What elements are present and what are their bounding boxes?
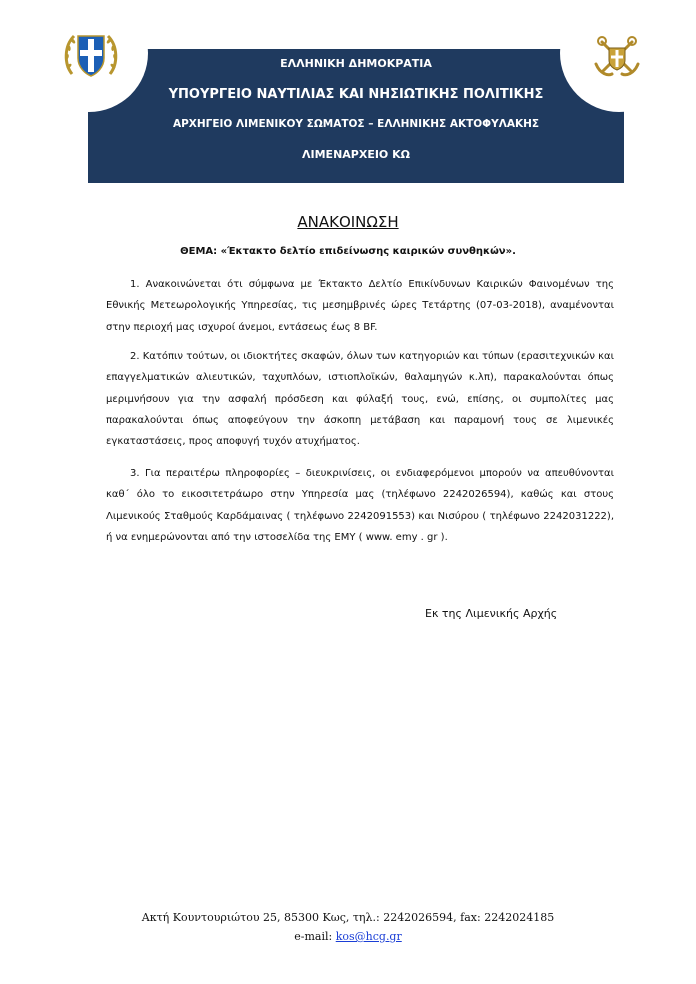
email-link[interactable]: kos@hcg.gr bbox=[335, 930, 402, 943]
header-republic: ΕΛΛΗΝΙΚΗ ΔΗΜΟΚΡΑΤΙΑ bbox=[280, 57, 432, 70]
document-title: ΑΝΑΚΟΙΝΩΣΗ bbox=[297, 213, 399, 231]
footer-email-line bbox=[0, 930, 696, 943]
paragraph-2: 2. Κατόπιν τούτων, οι ιδιοκτήτες σκαφών, όλων των κατηγοριών και τύπων (ερασιτεχνικών και επαγγελματικών αλιευτικών, ταχυπλόων, ιστιοπλοϊκών, θαλαμηγών κ.λπ), παρακαλούνται όπως μεριμνήσουν για την ασφαλή πρόσδεση και φύλαξή τους, ενώ, επίσης, οι συμπολίτες μας παρακαλούνται όπως αποφεύγουν την άσκοπη μετάβαση και παραμονή τους σε λιμενικές εγκαταστάσεις, προς αποφυγή τυχόν ατυχήματος. bbox=[106, 351, 614, 448]
header-port-authority: ΛΙΜΕΝΑΡΧΕΙΟ ΚΩ bbox=[302, 148, 410, 161]
footer-email-label: e-mail: bbox=[294, 930, 336, 943]
signature: Εκ της Λιμενικής Αρχής bbox=[425, 607, 558, 620]
paragraph-3: 3. Για περαιτέρω πληροφορίες – διευκρινίσεις, οι ενδιαφερόμενοι μπορούν να απευθύνονται καθ΄ όλο το εικοσιτετράωρο στην Υπηρεσία μας (τηλέφωνο 2242026594), καθώς και στους Λιμενικούς Σταθμούς Καρδάμαινας ( τηλέφωνο 2242091553) και Νισύρου ( τηλέφωνο 2242031222), ή να ενημερώνονται από την ιστοσελίδα της ΕΜΥ ( www. emy . gr ). bbox=[106, 468, 614, 543]
header-headquarters: ΑΡΧΗΓΕΙΟ ΛΙΜΕΝΙΚΟΥ ΣΩΜΑΤΟΣ – ΕΛΛΗΝΙΚΗΣ ΑΚΤΟΦΥΛΑΚΗΣ bbox=[172, 118, 540, 130]
greek-coat-of-arms-icon bbox=[62, 30, 120, 80]
header-ministry: ΥΠΟΥΡΓΕΙΟ ΝΑΥΤΙΛΙΑΣ ΚΑΙ ΝΗΣΙΩΤΙΚΗΣ ΠΟΛΙΤΙΚΗΣ bbox=[168, 87, 544, 102]
footer-address: Ακτή Κουντουριώτου 25, 85300 Κως, τηλ.: 2242026594, fax: 2242024185 bbox=[141, 911, 555, 924]
paragraph-1: 1. Ανακοινώνεται ότι σύμφωνα με Έκτακτο Δελτίο Επικίνδυνων Καιρικών Φαινομένων της Εθνικής Μετεωρολογικής Υπηρεσίας, τις μεσημβρινές ώρες Τετάρτης (07-03-2018), αναμένονται στην περιοχή μας ισχυροί άνεμοι, εντάσεως έως 8 BF. bbox=[106, 279, 614, 333]
document-subject: ΘΕΜΑ: «Έκτακτο δελτίο επιδείνωσης καιρικών συνθηκών». bbox=[180, 246, 516, 257]
